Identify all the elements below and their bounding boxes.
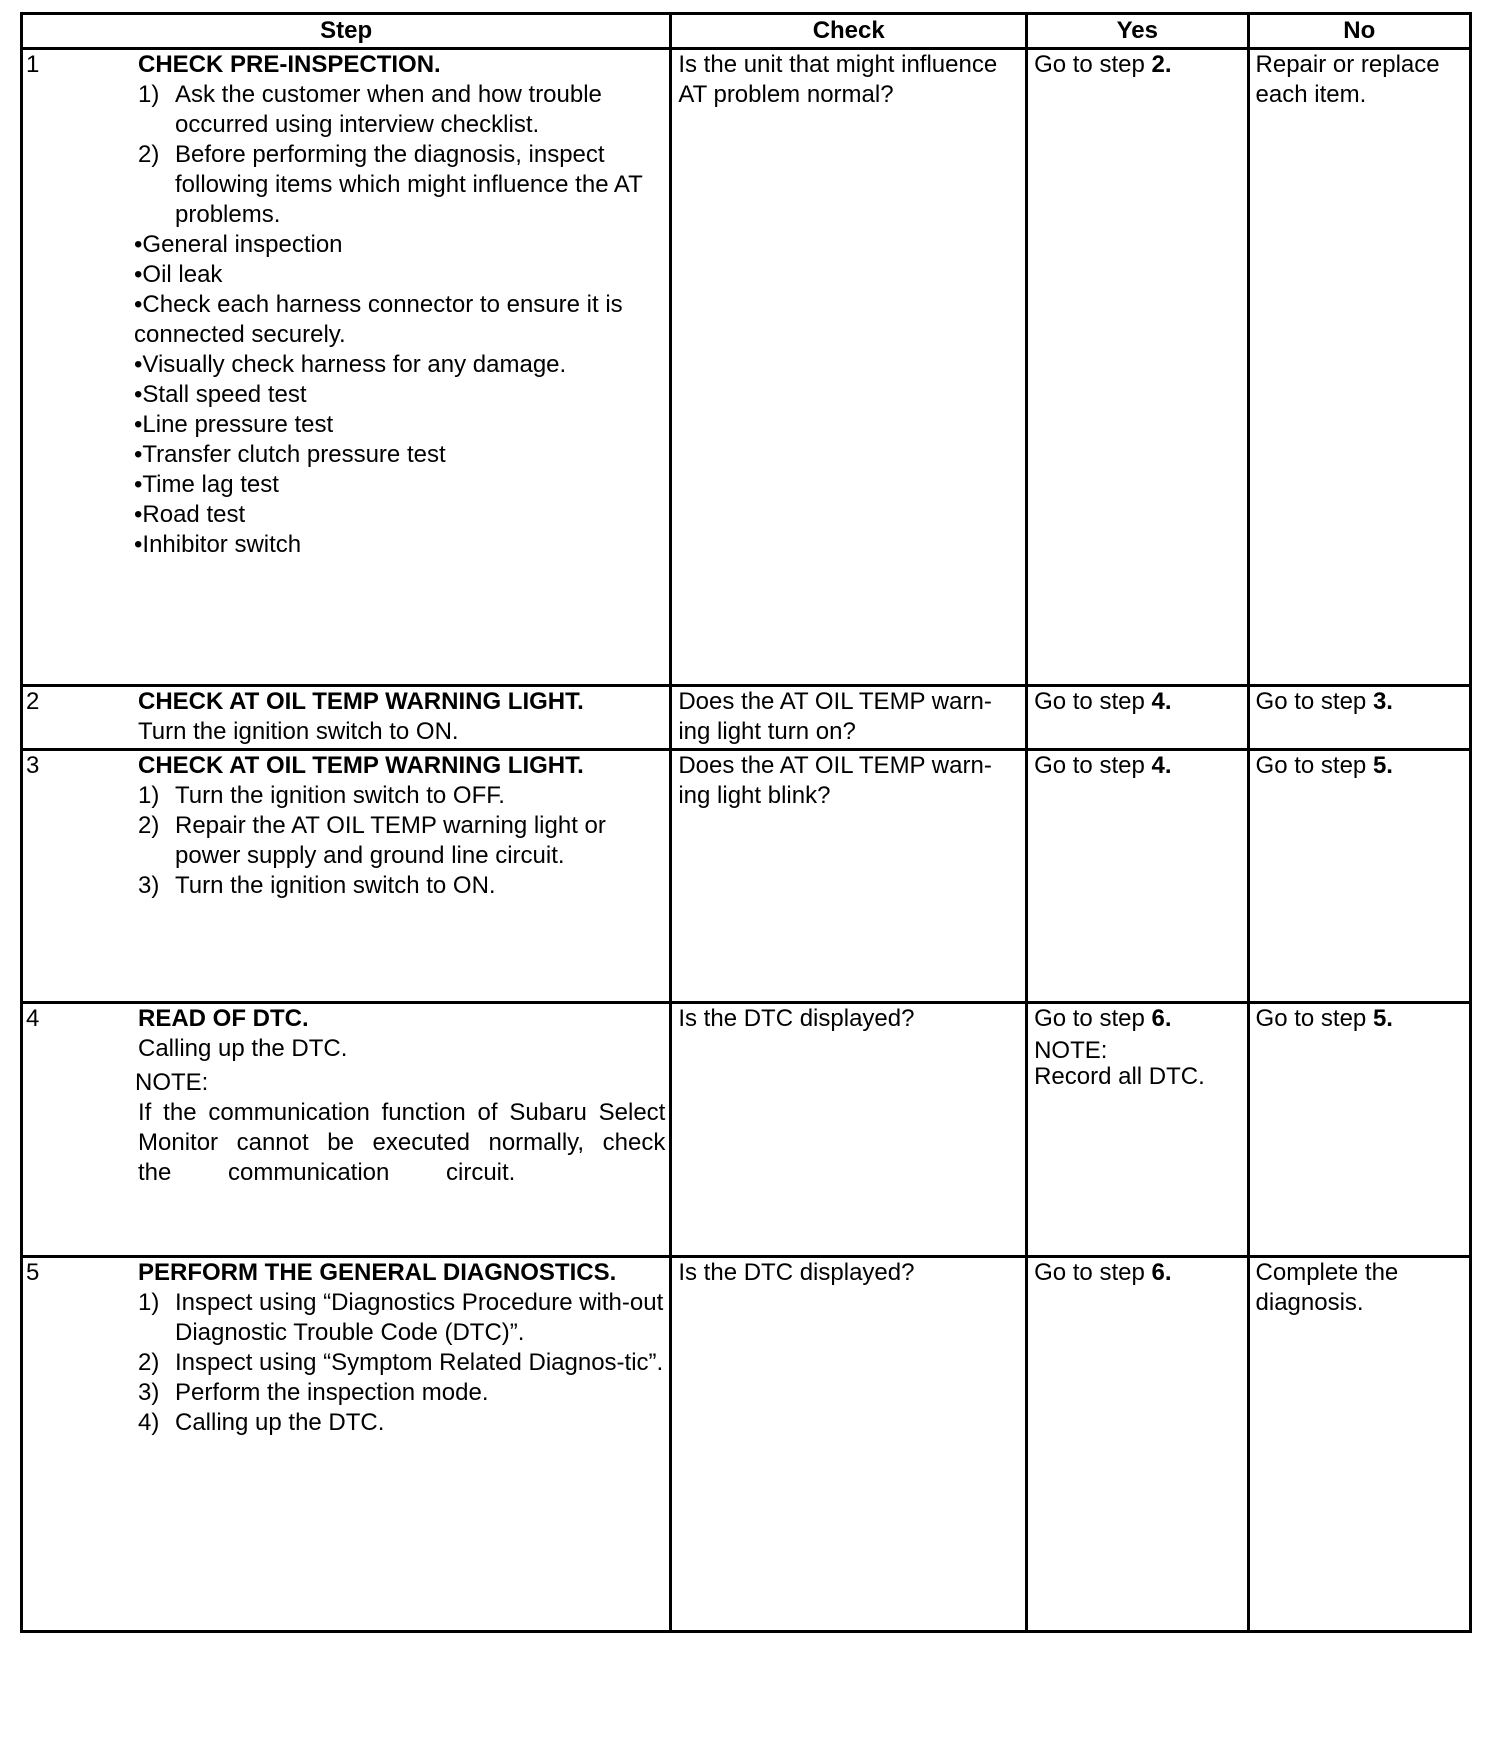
note-label: NOTE:	[135, 1069, 209, 1096]
check-cell: Is the unit that might influence AT problem normal?	[671, 49, 1027, 686]
header-step: Step	[22, 14, 671, 49]
diagnostic-table	[20, 12, 1472, 1633]
check-cell: Is the DTC displayed?	[671, 1003, 1027, 1257]
step-number: 4	[26, 1005, 40, 1032]
bullet-item: •Oil leak	[134, 261, 223, 288]
yes-step-ref: 4.	[1151, 688, 1172, 715]
list-item: 2) Inspect using “Symptom Related Diagnos-tic”.	[138, 1349, 664, 1376]
check-cell: Is the DTC displayed?	[671, 1257, 1027, 1632]
bullet-item: •Visually check harness for any damage.	[134, 351, 567, 378]
yes-step-ref: 6.	[1151, 1005, 1172, 1032]
no-cell: Go to step 5.	[1248, 750, 1470, 1003]
check-cell: Does the AT OIL TEMP warn-ing light turn on?	[671, 686, 1027, 750]
table-row	[22, 750, 1471, 1003]
step-number: 3	[26, 752, 40, 779]
yes-cell: Go to step 4.	[1027, 750, 1248, 1003]
step-cell	[22, 1003, 671, 1257]
list-item: 3) Perform the inspection mode.	[138, 1379, 489, 1406]
step-title: READ OF DTC.	[138, 1005, 309, 1032]
no-cell: Repair or replace each item.	[1248, 49, 1470, 686]
yes-cell: Go to step 4.	[1027, 686, 1248, 750]
yes-cell: Go to step 6. NOTE: Record all DTC.	[1027, 1003, 1248, 1257]
bullet-item: •General inspection	[134, 231, 343, 258]
bullet-item: •Time lag test	[134, 471, 279, 498]
list-item: 4) Calling up the DTC.	[138, 1409, 385, 1436]
table-row	[22, 49, 1471, 686]
list-item: 1) Ask the customer when and how trouble occurred using interview checklist.	[138, 81, 602, 138]
bullet-item: •Line pressure test	[134, 411, 334, 438]
no-step-ref: 5.	[1372, 752, 1393, 779]
step-cell	[22, 686, 671, 750]
step-number: 1	[26, 51, 40, 78]
step-cell	[22, 750, 671, 1003]
yes-note-label: NOTE:	[1034, 1037, 1108, 1064]
list-item: 3) Turn the ignition switch to ON.	[138, 872, 496, 899]
step-line: Turn the ignition switch to ON.	[138, 718, 459, 745]
note-text: Monitor cannot be executed normally, check	[138, 1129, 666, 1156]
no-step-ref: 5.	[1372, 1005, 1393, 1032]
no-cell: Go to step 3.	[1248, 686, 1470, 750]
header-no: No	[1248, 14, 1470, 49]
step-title: CHECK AT OIL TEMP WARNING LIGHT.	[138, 688, 584, 715]
step-title: PERFORM THE GENERAL DIAGNOSTICS.	[138, 1259, 617, 1286]
table-row	[22, 1003, 1471, 1257]
no-cell: Go to step 5.	[1248, 1003, 1470, 1257]
header-row	[22, 14, 1471, 49]
step-number: 2	[26, 688, 40, 715]
yes-step-ref: 2.	[1151, 51, 1172, 78]
step-line: Calling up the DTC.	[138, 1035, 348, 1062]
step-cell	[22, 1257, 671, 1632]
header-yes: Yes	[1027, 14, 1248, 49]
bullet-item: •Inhibitor switch	[134, 531, 302, 558]
yes-cell: Go to step 2.	[1027, 49, 1248, 686]
list-item: 2) Before performing the diagnosis, inspect following items which might influence the AT problems.	[138, 141, 643, 228]
step-title: CHECK AT OIL TEMP WARNING LIGHT.	[138, 752, 584, 779]
step-cell	[22, 49, 671, 686]
no-cell: Complete the diagnosis.	[1248, 1257, 1470, 1632]
note-text: the communication circuit.	[138, 1159, 516, 1186]
note-text: If the communication function of Subaru Select	[138, 1099, 666, 1126]
yes-note: Record all DTC.	[1034, 1063, 1205, 1090]
step-title: CHECK PRE-INSPECTION.	[138, 51, 441, 78]
bullet-item: •Transfer clutch pressure test	[134, 441, 446, 468]
step-number: 5	[26, 1259, 40, 1286]
yes-cell: Go to step 6.	[1027, 1257, 1248, 1632]
yes-step-ref: 4.	[1151, 752, 1172, 779]
list-item: 1) Turn the ignition switch to OFF.	[138, 782, 505, 809]
header-check: Check	[671, 14, 1027, 49]
yes-step-ref: 6.	[1151, 1259, 1172, 1286]
table-row	[22, 686, 1471, 750]
table-row	[22, 1257, 1471, 1632]
bullet-item: •Road test	[134, 501, 246, 528]
bullet-item: •Check each harness connector to ensure it is connected securely.	[134, 291, 623, 348]
list-item: 1) Inspect using “Diagnostics Procedure with-out Diagnostic Trouble Code (DTC)”.	[138, 1289, 664, 1346]
bullet-item: •Stall speed test	[134, 381, 307, 408]
no-step-ref: 3.	[1372, 688, 1393, 715]
list-item: 2) Repair the AT OIL TEMP warning light or power supply and ground line circuit.	[138, 812, 606, 869]
check-cell: Does the AT OIL TEMP warn-ing light blink?	[671, 750, 1027, 1003]
